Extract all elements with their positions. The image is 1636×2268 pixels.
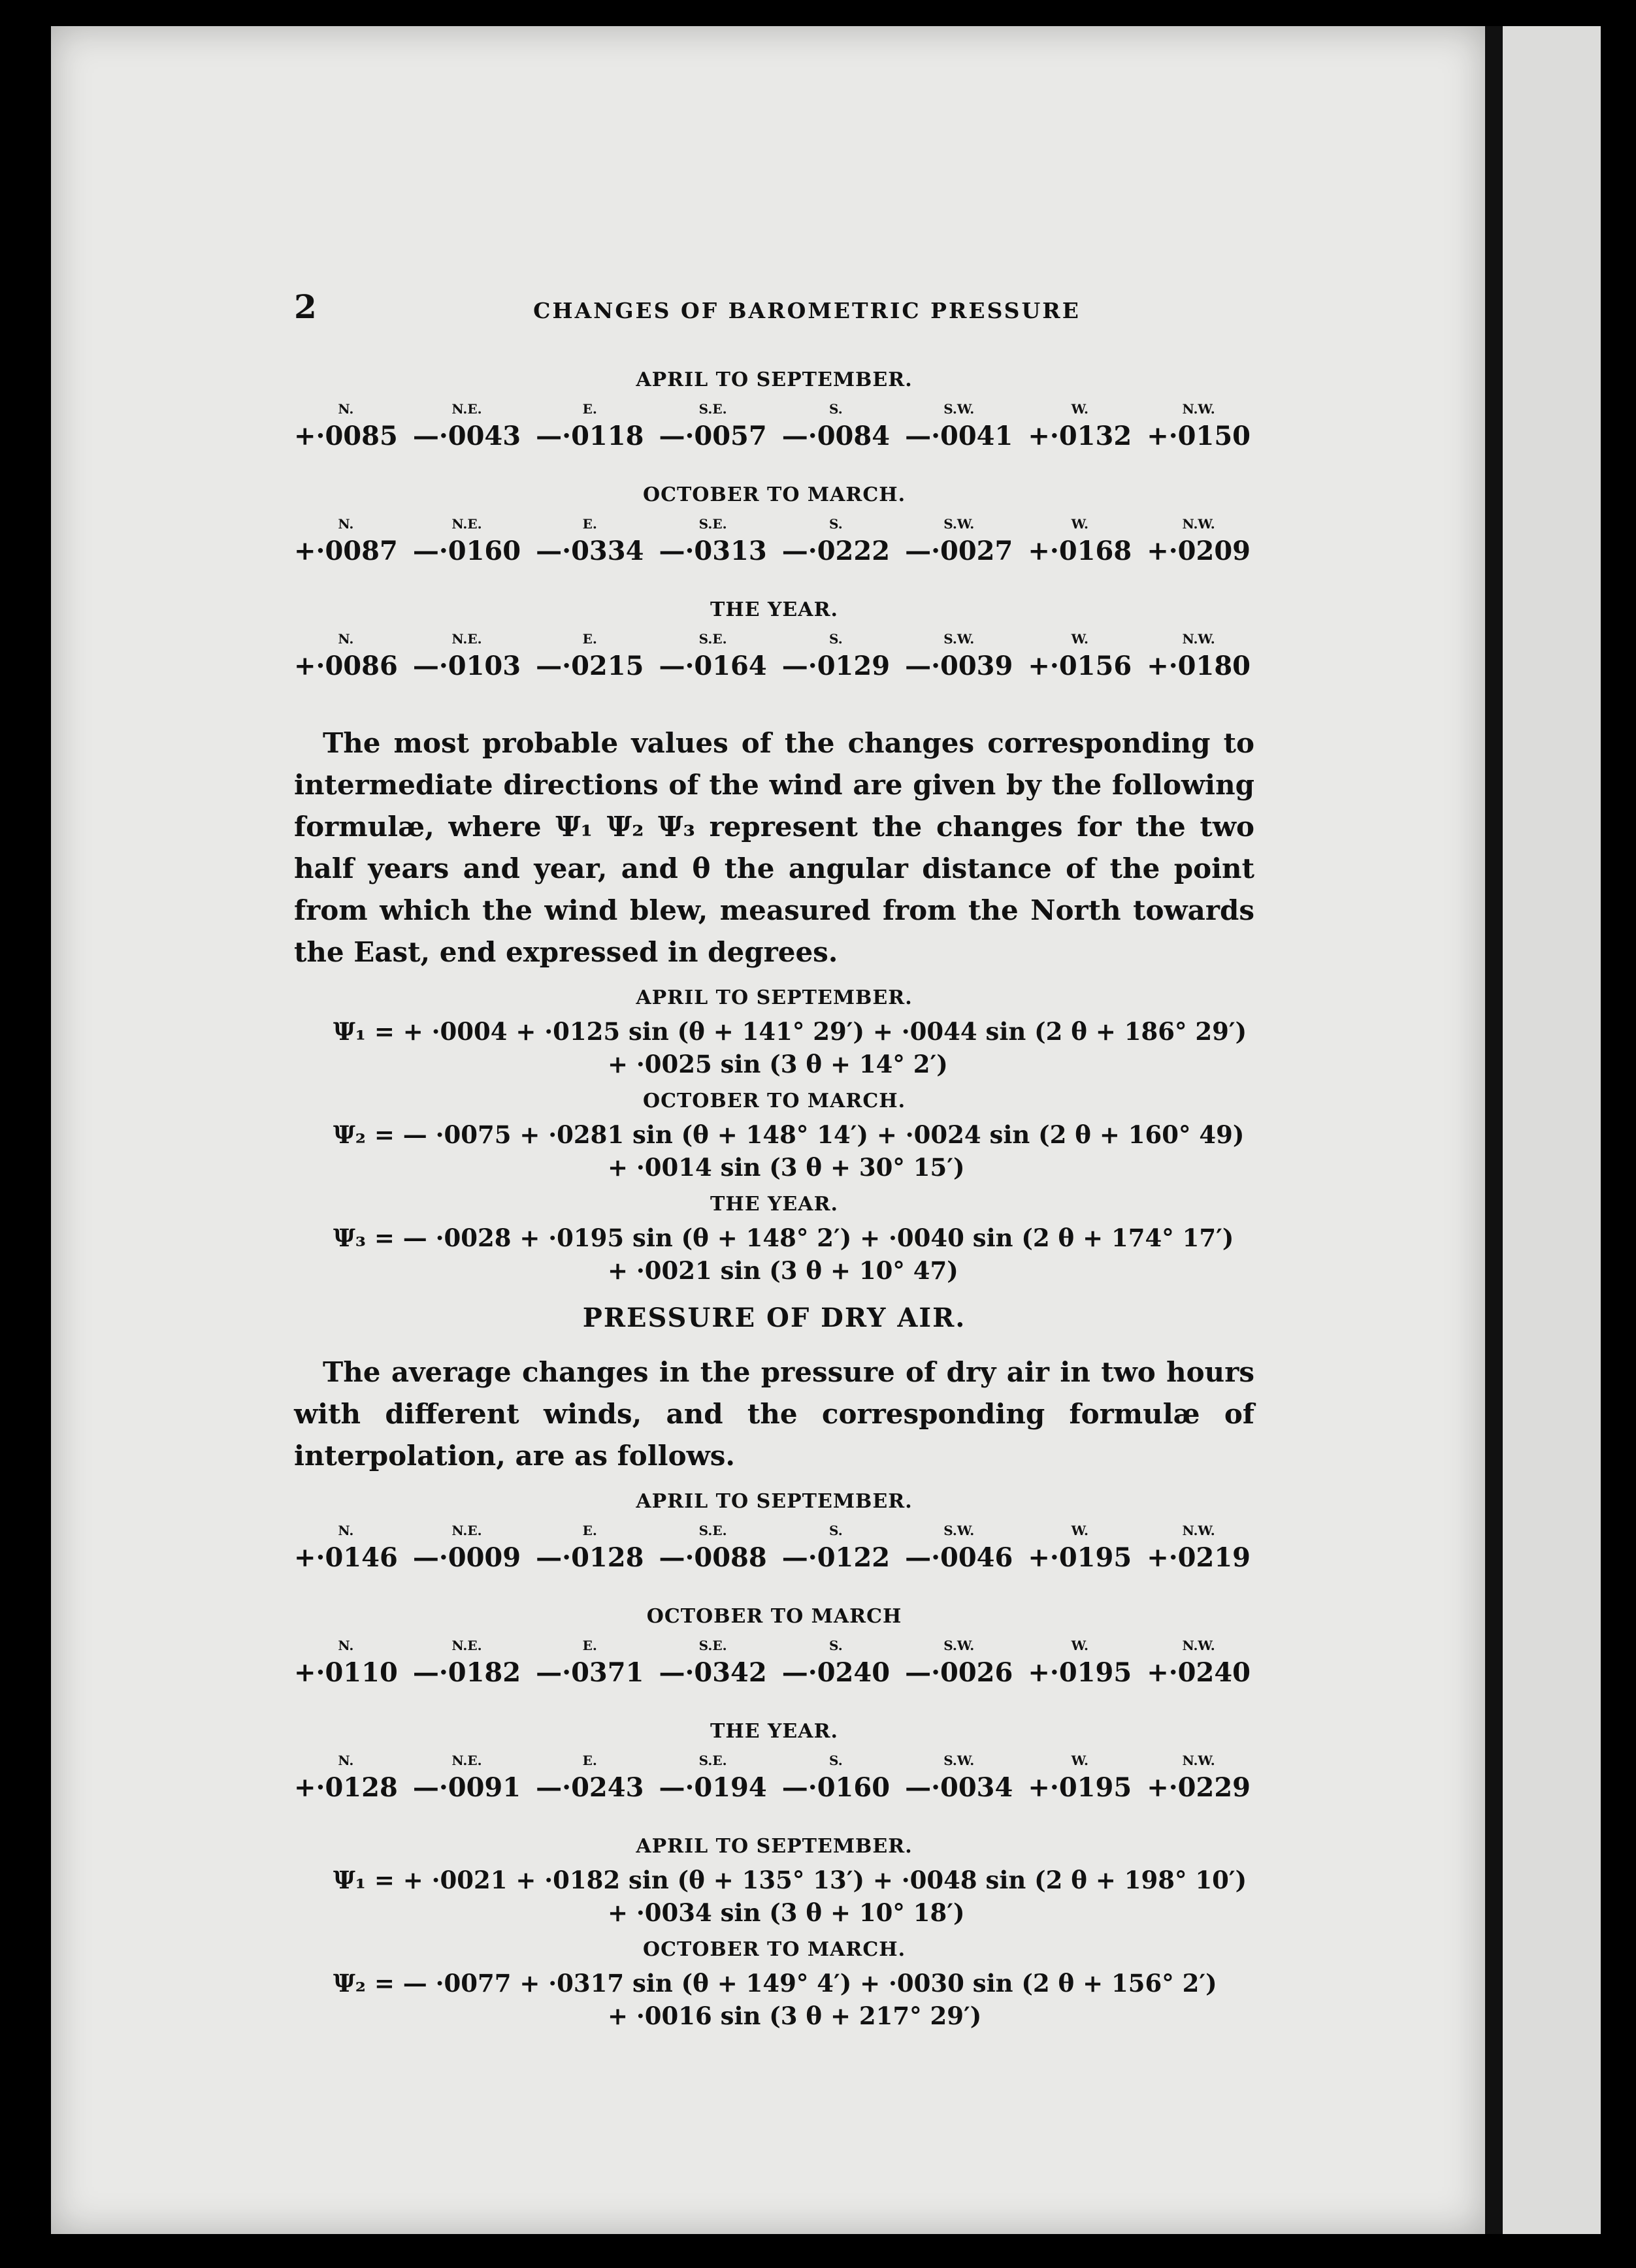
formula-line: Ψ₁ = + ·0004 + ·0125 sin (θ + 141° 29′) + ·0044 sin (2 θ + 186° 29′) [333, 1017, 1247, 1046]
direction-label: N. [338, 401, 354, 417]
change-value: —·0039 [905, 651, 1013, 681]
direction-cell-s [782, 627, 890, 704]
direction-cell-ne [413, 1634, 521, 1711]
change-value: +·0240 [1147, 1657, 1251, 1688]
direction-cell-se [659, 627, 766, 704]
direction-cell-w [1028, 512, 1132, 589]
change-value: —·0041 [905, 421, 1013, 451]
change-value: +·0146 [294, 1542, 398, 1573]
direction-cell-sw [905, 1634, 1013, 1711]
change-value: —·0084 [781, 421, 891, 451]
direction-label: N.W. [1182, 401, 1215, 417]
direction-cell-ne [413, 1749, 521, 1826]
change-value: +·0168 [1028, 536, 1132, 566]
change-value: +·0195 [1028, 1772, 1132, 1803]
formula-year [294, 1193, 1254, 1287]
dry-table-apr-sep [294, 1490, 1254, 1596]
formula-line: Ψ₃ = — ·0028 + ·0195 sin (θ + 148° 2′) + ·0040 sin (2 θ + 174° 17′) [333, 1223, 1234, 1252]
direction-label: E. [582, 401, 597, 417]
direction-label: S.W. [943, 401, 975, 417]
direction-label: S. [829, 401, 843, 417]
direction-row [294, 627, 1254, 704]
direction-label: N. [338, 1638, 354, 1653]
direction-cell-nw [1147, 1519, 1251, 1596]
direction-cell-e [536, 627, 644, 704]
direction-cell-w [1028, 1749, 1132, 1826]
direction-cell-w [1028, 1519, 1132, 1596]
change-value: —·0371 [536, 1657, 644, 1688]
direction-cell-sw [905, 512, 1013, 589]
change-value: —·0215 [536, 651, 644, 681]
change-value: —·0240 [781, 1657, 891, 1688]
direction-cell-ne [413, 397, 521, 474]
direction-label: S.E. [698, 1523, 727, 1538]
formula-title: APRIL TO SEPTEMBER. [636, 1835, 913, 1858]
formula-title: APRIL TO SEPTEMBER. [636, 986, 913, 1009]
change-value: —·0194 [659, 1772, 767, 1803]
table-year [294, 598, 1254, 704]
direction-cell-sw [905, 1749, 1013, 1826]
direction-cell-e [536, 1749, 644, 1826]
formula-line: Ψ₁ = + ·0021 + ·0182 sin (θ + 135° 13′) + ·0048 sin (2 θ + 198° 10′) [333, 1866, 1247, 1894]
direction-row [294, 1749, 1254, 1826]
change-value: —·0043 [412, 421, 521, 451]
direction-label: W. [1071, 1753, 1088, 1768]
running-head: CHANGES OF BAROMETRIC PRESSURE [533, 298, 1081, 323]
direction-label: N.W. [1182, 631, 1215, 647]
section-heading: PRESSURE OF DRY AIR. [582, 1303, 966, 1333]
direction-cell-s [782, 397, 890, 474]
change-value: —·0046 [905, 1542, 1013, 1573]
direction-label: S.E. [698, 631, 727, 647]
explanatory-paragraph [294, 722, 1254, 973]
formula-apr-sep [294, 986, 1254, 1080]
change-value: —·0129 [781, 651, 891, 681]
formula-title: OCTOBER TO MARCH. [642, 1938, 906, 1961]
page-gutter [1485, 26, 1503, 2234]
change-value: —·0122 [781, 1542, 891, 1573]
direction-label: E. [582, 516, 597, 532]
direction-cell-s [782, 512, 890, 589]
change-value: —·0313 [659, 536, 767, 566]
direction-cell-e [536, 1519, 644, 1596]
direction-label: S. [829, 1523, 843, 1538]
direction-cell-n [294, 1749, 398, 1826]
change-value: —·0103 [412, 651, 521, 681]
change-value: +·0128 [294, 1772, 398, 1803]
direction-cell-n [294, 1519, 398, 1596]
change-value: +·0156 [1028, 651, 1132, 681]
direction-cell-s [782, 1519, 890, 1596]
direction-cell-se [659, 1634, 766, 1711]
direction-cell-nw [1147, 1749, 1251, 1826]
change-value: —·0057 [659, 421, 767, 451]
page-header [294, 287, 1254, 359]
change-value: —·0034 [905, 1772, 1013, 1803]
table-apr-sep [294, 368, 1254, 474]
direction-cell-n [294, 397, 398, 474]
direction-cell-se [659, 397, 766, 474]
direction-label: W. [1071, 401, 1088, 417]
table-title: OCTOBER TO MARCH. [642, 483, 906, 506]
change-value: —·0222 [781, 536, 891, 566]
direction-label: N.E. [451, 401, 482, 417]
direction-label: S.E. [698, 401, 727, 417]
direction-cell-nw [1147, 627, 1251, 704]
dry-air-paragraph [294, 1352, 1254, 1477]
dry-formula-apr-sep [294, 1835, 1254, 1929]
page-content [294, 287, 1254, 2032]
change-value: —·0164 [659, 651, 767, 681]
formula-oct-mar [294, 1090, 1254, 1184]
direction-label: S.W. [943, 1753, 975, 1768]
direction-cell-ne [413, 627, 521, 704]
direction-label: W. [1071, 1638, 1088, 1653]
direction-row [294, 397, 1254, 474]
table-title: APRIL TO SEPTEMBER. [636, 368, 913, 391]
direction-cell-se [659, 512, 766, 589]
direction-label: N.W. [1182, 1523, 1215, 1538]
direction-row [294, 1634, 1254, 1711]
change-value: +·0229 [1147, 1772, 1251, 1803]
page-number: 2 [294, 287, 317, 326]
direction-label: S.E. [698, 1753, 727, 1768]
direction-label: N.W. [1182, 1638, 1215, 1653]
formula-continuation: + ·0034 sin (3 θ + 10° 18′) [608, 1898, 965, 1927]
direction-cell-e [536, 397, 644, 474]
table-oct-mar [294, 483, 1254, 589]
direction-cell-sw [905, 397, 1013, 474]
change-value: +·0086 [294, 651, 398, 681]
change-value: —·0334 [536, 536, 644, 566]
direction-label: S. [829, 1638, 843, 1653]
change-value: +·0209 [1147, 536, 1251, 566]
change-value: —·0160 [781, 1772, 891, 1803]
change-value: +·0132 [1028, 421, 1132, 451]
direction-cell-n [294, 512, 398, 589]
direction-cell-s [782, 1749, 890, 1826]
direction-cell-e [536, 512, 644, 589]
direction-label: S.W. [943, 1523, 975, 1538]
direction-label: N.W. [1182, 516, 1215, 532]
direction-label: N.E. [451, 1638, 482, 1653]
direction-label: N.W. [1182, 1753, 1215, 1768]
direction-label: N. [338, 1753, 354, 1768]
formula-line: Ψ₂ = — ·0075 + ·0281 sin (θ + 148° 14′) + ·0024 sin (2 θ + 160° 49) [333, 1120, 1245, 1149]
direction-label: N.E. [451, 516, 482, 532]
table-title: THE YEAR. [710, 598, 838, 621]
direction-label: S.W. [943, 631, 975, 647]
change-value: +·0087 [294, 536, 398, 566]
next-page-edge [1503, 26, 1601, 2234]
direction-cell-n [294, 627, 398, 704]
formula-line: Ψ₂ = — ·0077 + ·0317 sin (θ + 149° 4′) + ·0030 sin (2 θ + 156° 2′) [333, 1969, 1217, 1998]
dry-table-year [294, 1720, 1254, 1826]
change-value: —·0091 [412, 1772, 521, 1803]
direction-cell-nw [1147, 1634, 1251, 1711]
change-value: —·0026 [905, 1657, 1013, 1688]
direction-cell-e [536, 1634, 644, 1711]
formula-continuation: + ·0021 sin (3 θ + 10° 47) [608, 1256, 958, 1285]
formula-continuation: + ·0014 sin (3 θ + 30° 15′) [608, 1153, 965, 1182]
direction-cell-s [782, 1634, 890, 1711]
formula-title: THE YEAR. [710, 1193, 838, 1216]
direction-cell-w [1028, 627, 1132, 704]
direction-label: S.E. [698, 516, 727, 532]
change-value: —·0160 [412, 536, 521, 566]
change-value: +·0219 [1147, 1542, 1251, 1573]
direction-label: S.W. [943, 1638, 975, 1653]
direction-label: S. [829, 516, 843, 532]
change-value: —·0027 [905, 536, 1013, 566]
change-value: +·0150 [1147, 421, 1251, 451]
change-value: +·0195 [1028, 1657, 1132, 1688]
direction-label: N. [338, 631, 354, 647]
change-value: —·0342 [659, 1657, 767, 1688]
direction-row [294, 512, 1254, 589]
change-value: —·0118 [536, 421, 644, 451]
direction-cell-ne [413, 1519, 521, 1596]
direction-label: N.E. [451, 1523, 482, 1538]
direction-cell-nw [1147, 512, 1251, 589]
change-value: +·0195 [1028, 1542, 1132, 1573]
change-value: —·0009 [412, 1542, 521, 1573]
direction-cell-se [659, 1749, 766, 1826]
change-value: —·0128 [536, 1542, 644, 1573]
formula-continuation: + ·0025 sin (3 θ + 14° 2′) [608, 1050, 948, 1078]
direction-label: E. [582, 1753, 597, 1768]
direction-cell-se [659, 1519, 766, 1596]
change-value: —·0182 [412, 1657, 521, 1688]
change-value: +·0110 [294, 1657, 398, 1688]
dry-table-oct-mar [294, 1605, 1254, 1711]
direction-label: E. [582, 631, 597, 647]
table-title: THE YEAR. [710, 1720, 838, 1743]
paragraph-text: The average changes in the pressure of dry air in two hours with different winds, and the corresponding formulæ of interpolation, are as follows. [294, 1356, 1254, 1472]
table-title: OCTOBER TO MARCH [646, 1605, 902, 1628]
direction-cell-w [1028, 1634, 1132, 1711]
direction-label: E. [582, 1638, 597, 1653]
direction-label: S. [829, 1753, 843, 1768]
table-title: APRIL TO SEPTEMBER. [636, 1490, 913, 1513]
change-value: —·0243 [536, 1772, 644, 1803]
change-value: —·0088 [659, 1542, 767, 1573]
direction-label: N.E. [451, 631, 482, 647]
change-value: +·0085 [294, 421, 398, 451]
paragraph-text: The most probable values of the changes corresponding to intermediate directions of the wind are given by the following formulæ, where Ψ₁ Ψ₂ Ψ₃ represent the changes for the two half years and year, and θ the angular distance of the point from which the wind blew, measured from the North towards the East, end expressed in degrees. [294, 727, 1254, 968]
direction-label: S.E. [698, 1638, 727, 1653]
direction-label: S. [829, 631, 843, 647]
dry-formula-oct-mar [294, 1938, 1254, 2032]
direction-label: W. [1071, 631, 1088, 647]
direction-label: W. [1071, 516, 1088, 532]
direction-cell-sw [905, 627, 1013, 704]
direction-label: W. [1071, 1523, 1088, 1538]
direction-label: S.W. [943, 516, 975, 532]
direction-cell-ne [413, 512, 521, 589]
direction-row [294, 1519, 1254, 1596]
direction-label: N. [338, 1523, 354, 1538]
formula-continuation: + ·0016 sin (3 θ + 217° 29′) [608, 2001, 982, 2030]
direction-cell-n [294, 1634, 398, 1711]
direction-label: E. [582, 1523, 597, 1538]
direction-cell-w [1028, 397, 1132, 474]
direction-label: N. [338, 516, 354, 532]
direction-cell-nw [1147, 397, 1251, 474]
direction-label: N.E. [451, 1753, 482, 1768]
direction-cell-sw [905, 1519, 1013, 1596]
change-value: +·0180 [1147, 651, 1251, 681]
formula-title: OCTOBER TO MARCH. [642, 1090, 906, 1112]
